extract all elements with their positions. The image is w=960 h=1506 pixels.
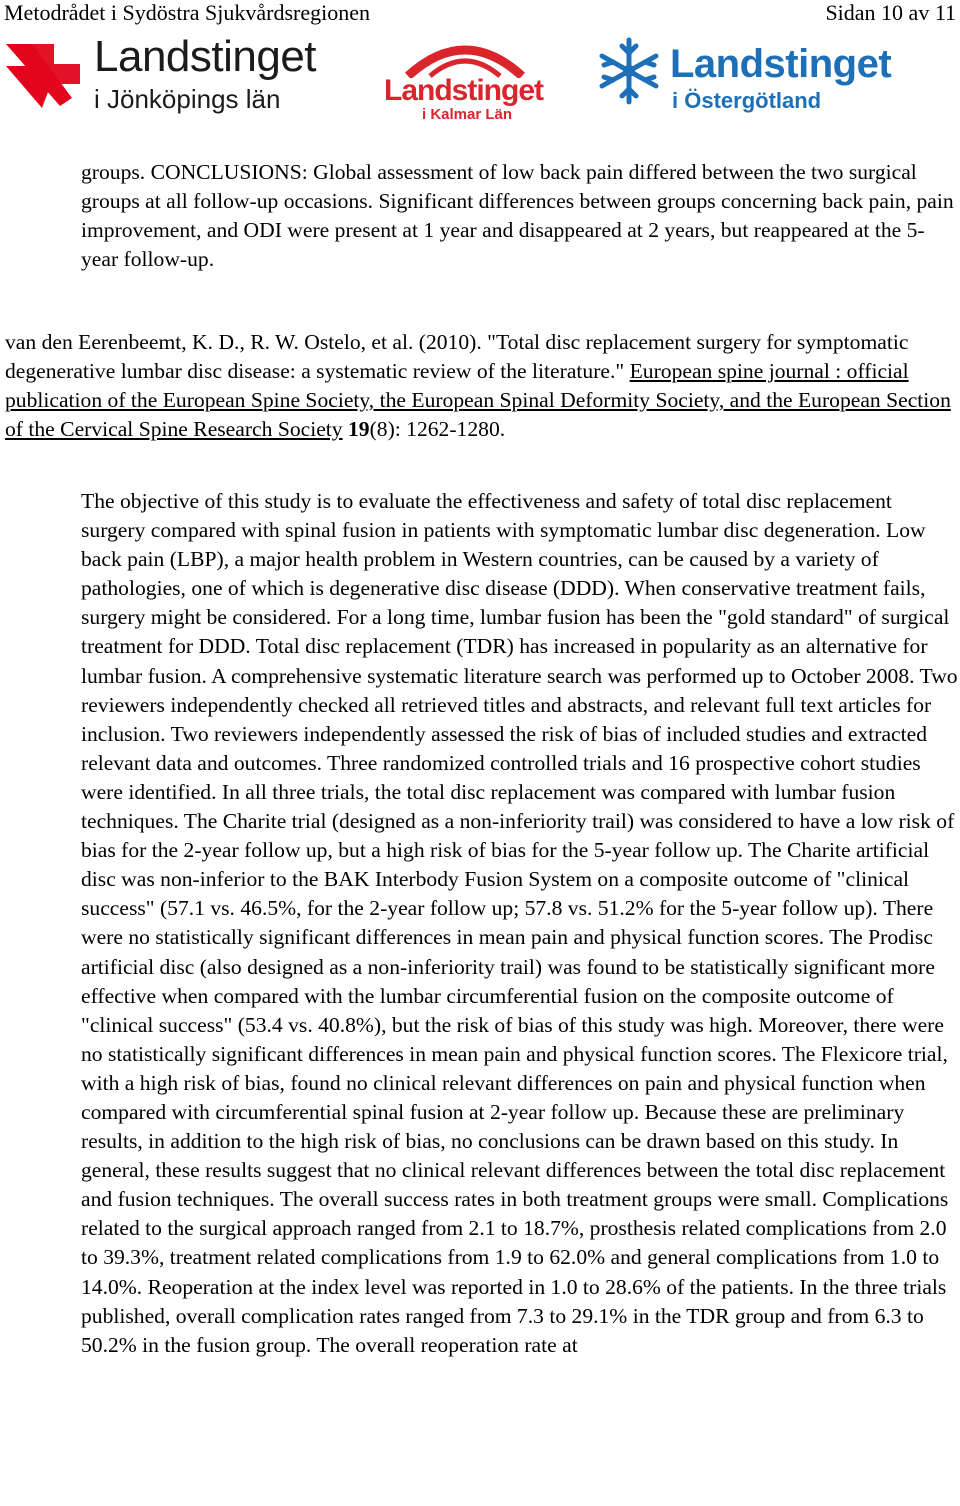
logo-jonkoping-region: i Jönköpings län bbox=[94, 84, 281, 114]
snowflake-logo-icon bbox=[594, 36, 664, 106]
logo-landstinget-ostergotland bbox=[590, 30, 960, 122]
citation-issue-pages: (8): 1262-1280. bbox=[369, 417, 506, 442]
conclusion-paragraph: groups. CONCLUSIONS: Global assessment of low back pain differed between the two surgical groups at all follow-up occasions. Significant differences between groups concerning back pain, pain improvement, and ODI were present at 1 year and disappeared at 2 years, but reappeared at the 5-year follow-up. bbox=[81, 160, 954, 272]
abstract-paragraph: The objective of this study is to evaluate the effectiveness and safety of total disc replacement surgery compared with spinal fusion in patients with symptomatic lumbar disc degeneration. Low back pain (LBP), a major health problem in Western countries, can be caused by a variety of pathologies, one of which is degenerative disc disease (DDD). When conservative treatment fails, surgery might be considered. For a long time, lumbar fusion has been the "gold standard" of surgical treatment for DDD. Total disc replacement (TDR) has increased in popularity as an alternative for lumbar fusion. A comprehensive systematic literature search was performed up to October 2008. Two reviewers independently checked all retrieved titles and abstracts, and relevant full text articles for inclusion. Two reviewers independently assessed the risk of bias of included studies and extracted relevant data and outcomes. Three randomized controlled trials and 16 prospective cohort studies were identified. In all three trials, the total disc replacement was compared with lumbar fusion techniques. The Charite trial (designed as a non-inferiority trail) was considered to have a low risk of bias for the 2-year follow up, but a high risk of bias for the 5-year follow up. The Charite artificial disc was non-inferior to the BAK Interbody Fusion System on a composite outcome of "clinical success" (57.1 vs. 46.5%, for the 2-year follow up; 57.8 vs. 51.2% for the 5-year follow up). There were no statistically significant differences in mean pain and physical function scores. The Prodisc artificial disc (also designed as a non-inferiority trail) was found to be statistically significant more effective when compared with the lumbar circumferential fusion on the composite outcome of "clinical success" (53.4 vs. 40.8%), but the risk of bias of this study was high. Moreover, there were no statistically significant differences in mean pain and physical function scores. The Flexicore trial, with a high risk of bias, found no clinical relevant differences on pain and physical function when compared with circumferential spinal fusion at 2-year follow up. Because these are preliminary results, in addition to the high risk of bias, no conclusions can be drawn based on this study. In general, these results suggest that no clinical relevant differences between the total disc replacement and fusion techniques. The overall success rates in both treatment groups were small. Complications related to the surgical approach ranged from 2.1 to 18.7%, prosthesis related complications from 2.0 to 39.3%, treatment related complications from 1.9 to 62.0% and general complications from 1.0 to 14.0%. Reoperation at the index level was reported in 1.0 to 28.6% of the patients. In the three trials published, overall complication rates ranged from 7.3 to 29.1% in the TDR group and from 6.3 to 50.2% in the fusion group. The overall reoperation rate at bbox=[81, 489, 958, 1357]
citation-journal-link[interactable]: European spine journal : official publication of the European Spine Society, the European Spinal Deformity Society, and the European Section of the Cervical Spine Research Society bbox=[5, 359, 951, 442]
citation-authors-title: van den Eerenbeemt, K. D., R. W. Ostelo, et al. (2010). "Total disc replacement surgery for symptomatic degenerative lumbar disc disease: a systematic review of the literature." bbox=[5, 330, 909, 384]
arch-logo-icon bbox=[400, 38, 530, 78]
page-header bbox=[0, 0, 960, 28]
logo-kalmar-name: Landstinget bbox=[384, 74, 543, 107]
logo-ostergotland-name: Landstinget bbox=[670, 42, 892, 86]
red-cross-logo-icon bbox=[2, 36, 84, 112]
citation-volume: 19 bbox=[348, 417, 370, 442]
logo-jonkoping-name: Landstinget bbox=[94, 32, 317, 81]
logo-landstinget-kalmar bbox=[378, 30, 548, 122]
logo-ostergotland-region: i Östergötland bbox=[672, 88, 822, 113]
reference-citation bbox=[5, 328, 955, 444]
header-page-number: Sidan 10 av 11 bbox=[825, 0, 956, 25]
logo-bar bbox=[0, 30, 960, 122]
header-organization: Metodrådet i Sydöstra Sjukvårdsregionen bbox=[4, 0, 370, 25]
logo-kalmar-region: i Kalmar Län bbox=[422, 106, 513, 123]
logo-landstinget-jonkoping bbox=[0, 30, 345, 122]
